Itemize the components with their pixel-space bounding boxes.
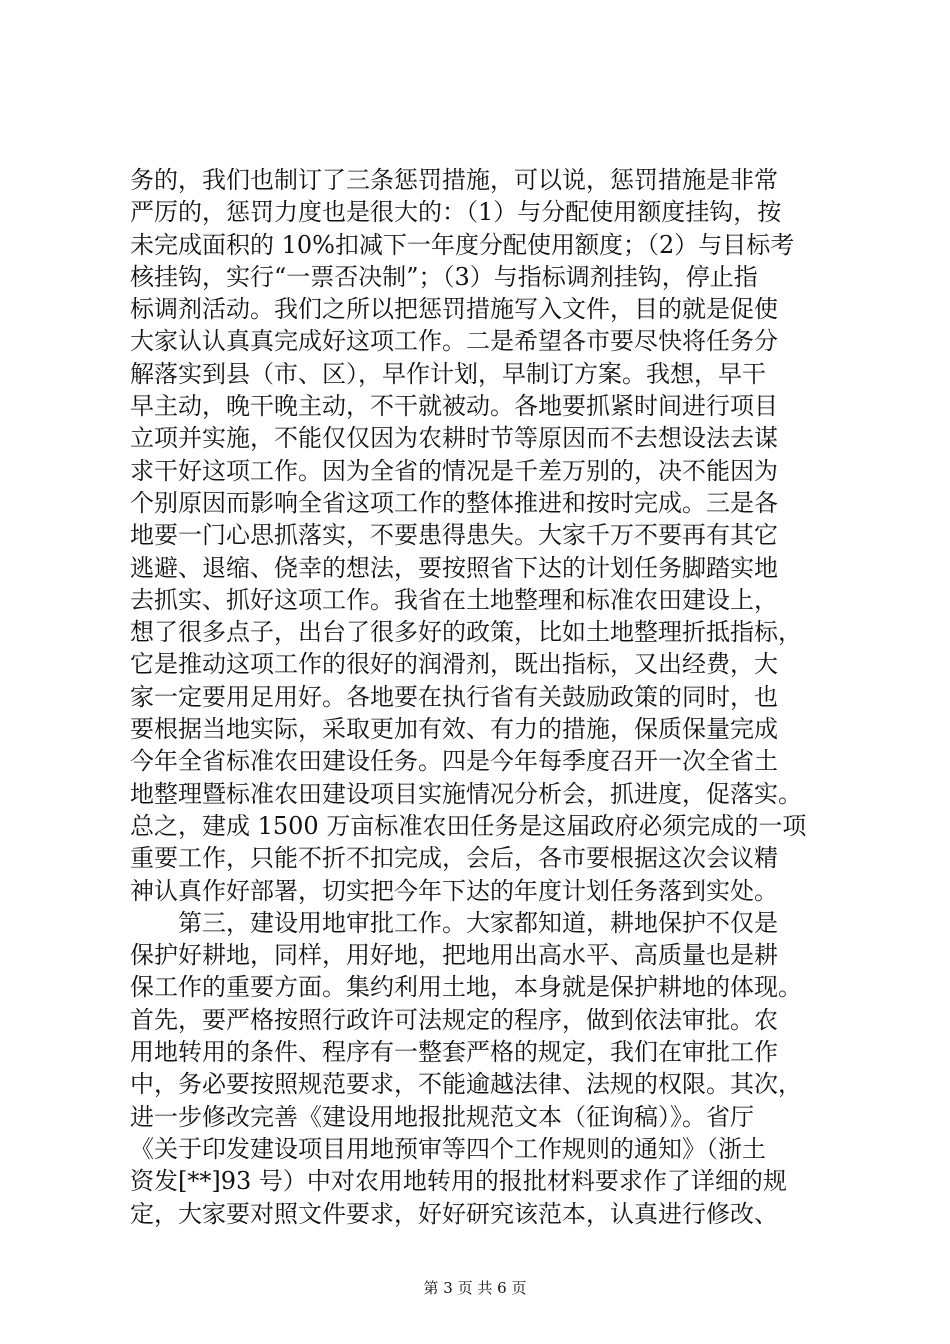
text-line: 用地转用的条件、程序有一整套严格的规定，我们在审批工作 <box>130 1038 778 1067</box>
text-line: 去抓实、抓好这项工作。我省在土地整理和标准农田建设上， <box>130 585 778 614</box>
text-line: 早主动，晚干晚主动，不干就被动。各地要抓紧时间进行项目 <box>130 392 778 421</box>
body-text <box>130 164 830 1230</box>
text-line: 资发[**]93 号）中对农用地转用的报批材料要求作了详细的规 <box>130 1167 787 1196</box>
text-line: 要根据当地实际，采取更加有效、有力的措施，保质保量完成 <box>130 715 778 744</box>
text-line: 立项并实施，不能仅仅因为农耕时节等原因而不去想设法去谋 <box>130 424 778 453</box>
page-number: 第 3 页 共 6 页 <box>423 1279 527 1297</box>
text-line: 未完成面积的 10%扣减下一年度分配使用额度；（2）与目标考 <box>130 230 795 259</box>
text-line: 家一定要用足用好。各地要在执行省有关鼓励政策的同时，也 <box>130 682 778 711</box>
text-line: 首先，要严格按照行政许可法规定的程序，做到依法审批。农 <box>130 1005 778 1034</box>
text-line: 重要工作，只能不折不扣完成，会后，各市要根据这次会议精 <box>130 844 778 873</box>
text-line: 地整理暨标准农田建设项目实施情况分析会，抓进度，促落实。 <box>130 779 802 808</box>
text-line: 《关于印发建设项目用地预审等四个工作规则的通知》（浙土 <box>130 1134 766 1163</box>
text-line: 大家认认真真完成好这项工作。二是希望各市要尽快将任务分 <box>130 327 778 356</box>
page-footer <box>0 1278 950 1298</box>
text-line: 地要一门心思抓落实，不要患得患失。大家千万不要再有其它 <box>130 521 778 550</box>
text-line: 神认真作好部署，切实把今年下达的年度计划任务落到实处。 <box>130 876 778 905</box>
text-line: 核挂钩，实行“一票否决制”；（3）与指标调剂挂钩，停止指 <box>130 262 758 291</box>
text-line: 总之，建成 1500 万亩标准农田任务是这届政府必须完成的一项 <box>130 811 807 840</box>
text-line: 想了很多点子，出台了很多好的政策，比如土地整理折抵指标， <box>130 618 802 647</box>
text-line: 今年全省标准农田建设任务。四是今年每季度召开一次全省土 <box>130 747 778 776</box>
text-line: 保工作的重要方面。集约利用土地，本身就是保护耕地的体现。 <box>130 973 802 1002</box>
text-line: 保护好耕地，同样，用好地，把地用出高水平、高质量也是耕 <box>130 941 778 970</box>
text-line: 逃避、退缩、侥幸的想法，要按照省下达的计划任务脚踏实地 <box>130 553 778 582</box>
text-line: 中，务必要按照规范要求，不能逾越法律、法规的权限。其次， <box>130 1070 802 1099</box>
text-line: 它是推动这项工作的很好的润滑剂，既出指标，又出经费，大 <box>130 650 778 679</box>
text-line: 求干好这项工作。因为全省的情况是千差万别的，决不能因为 <box>130 456 778 485</box>
text-line: 第三，建设用地审批工作。大家都知道，耕地保护不仅是 <box>130 908 778 937</box>
text-line: 严厉的，惩罚力度也是很大的：（1）与分配使用额度挂钩，按 <box>130 198 782 227</box>
text-line: 个别原因而影响全省这项工作的整体推进和按时完成。三是各 <box>130 488 778 517</box>
text-line: 解落实到县（市、区），早作计划，早制订方案。我想，早干 <box>130 359 766 388</box>
text-line: 标调剂活动。我们之所以把惩罚措施写入文件，目的就是促使 <box>130 295 778 324</box>
text-line: 定，大家要对照文件要求，好好研究该范本，认真进行修改、 <box>130 1199 778 1228</box>
text-line: 务的，我们也制订了三条惩罚措施，可以说，惩罚措施是非常 <box>130 166 778 194</box>
text-line: 进一步修改完善《建设用地报批规范文本（征询稿）》。省厅 <box>130 1102 754 1131</box>
